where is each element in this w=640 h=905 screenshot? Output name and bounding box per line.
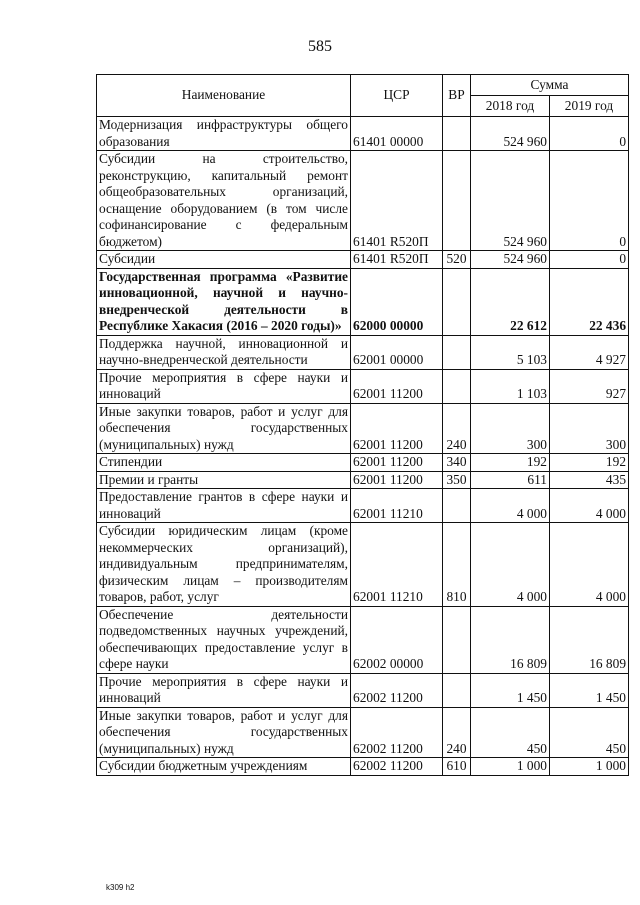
row-2018: 524 960 xyxy=(471,151,550,251)
table-row xyxy=(97,335,629,369)
row-2019: 0 xyxy=(550,251,629,269)
row-csr: 62002 11200 xyxy=(351,758,443,776)
table-row xyxy=(97,606,629,673)
row-2019: 192 xyxy=(550,454,629,472)
row-vr xyxy=(443,369,471,403)
row-csr: 62002 11200 xyxy=(351,707,443,758)
row-name: Обеспечение деятельности подведомственных научных учреждений, обеспечивающих предоставление услуг в сфере науки xyxy=(97,606,351,673)
table-row xyxy=(97,403,629,454)
row-vr: 240 xyxy=(443,707,471,758)
row-2018: 1 103 xyxy=(471,369,550,403)
row-name: Модернизация инфраструктуры общего образования xyxy=(97,117,351,151)
row-name: Иные закупки товаров, работ и услуг для обеспечения государственных (муниципальных) нужд xyxy=(97,403,351,454)
row-2018: 1 000 xyxy=(471,758,550,776)
row-name: Поддержка научной, инновационной и научно-внедренческой деятельности xyxy=(97,335,351,369)
row-name: Государственная программа «Развитие инновационной, научной и научно-внедренческой деятельности в Республике Хакасия (2016 – 2020 годы)» xyxy=(97,268,351,335)
row-name: Иные закупки товаров, работ и услуг для обеспечения государственных (муниципальных) нужд xyxy=(97,707,351,758)
table-row xyxy=(97,369,629,403)
row-csr: 62000 00000 xyxy=(351,268,443,335)
row-2019: 927 xyxy=(550,369,629,403)
row-vr: 350 xyxy=(443,471,471,489)
row-csr: 62001 00000 xyxy=(351,335,443,369)
row-vr: 340 xyxy=(443,454,471,472)
row-vr: 610 xyxy=(443,758,471,776)
row-2019: 4 000 xyxy=(550,523,629,607)
row-name: Предоставление грантов в сфере науки и инноваций xyxy=(97,489,351,523)
row-name: Субсидии бюджетным учреждениям xyxy=(97,758,351,776)
row-vr: 810 xyxy=(443,523,471,607)
row-csr: 62001 11210 xyxy=(351,489,443,523)
row-vr xyxy=(443,335,471,369)
row-2019: 22 436 xyxy=(550,268,629,335)
row-2019: 435 xyxy=(550,471,629,489)
row-2018: 524 960 xyxy=(471,251,550,269)
row-csr: 62002 00000 xyxy=(351,606,443,673)
table-row xyxy=(97,268,629,335)
row-vr: 240 xyxy=(443,403,471,454)
row-2018: 192 xyxy=(471,454,550,472)
row-vr: 520 xyxy=(443,251,471,269)
row-2018: 22 612 xyxy=(471,268,550,335)
row-csr: 62001 11200 xyxy=(351,454,443,472)
header-name: Наименование xyxy=(97,75,351,117)
row-2019: 16 809 xyxy=(550,606,629,673)
row-name: Прочие мероприятия в сфере науки и инноваций xyxy=(97,369,351,403)
table-row xyxy=(97,673,629,707)
row-2019: 450 xyxy=(550,707,629,758)
row-name: Премии и гранты xyxy=(97,471,351,489)
table-row xyxy=(97,523,629,607)
table-row xyxy=(97,489,629,523)
row-name: Субсидии xyxy=(97,251,351,269)
table-row xyxy=(97,151,629,251)
table-row xyxy=(97,758,629,776)
row-name: Стипендии xyxy=(97,454,351,472)
header-vr: ВР xyxy=(443,75,471,117)
row-csr: 62001 11200 xyxy=(351,471,443,489)
row-2018: 524 960 xyxy=(471,117,550,151)
table-row xyxy=(97,707,629,758)
row-2018: 300 xyxy=(471,403,550,454)
row-vr xyxy=(443,268,471,335)
row-2018: 5 103 xyxy=(471,335,550,369)
row-vr xyxy=(443,489,471,523)
row-vr xyxy=(443,117,471,151)
header-2018: 2018 год xyxy=(471,96,550,117)
row-csr: 61401 R520П xyxy=(351,151,443,251)
row-2019: 4 000 xyxy=(550,489,629,523)
row-csr: 62001 11210 xyxy=(351,523,443,607)
budget-table xyxy=(96,74,629,776)
table-row xyxy=(97,471,629,489)
row-2018: 450 xyxy=(471,707,550,758)
header-csr: ЦСР xyxy=(351,75,443,117)
row-2019: 0 xyxy=(550,151,629,251)
row-2019: 1 450 xyxy=(550,673,629,707)
row-vr xyxy=(443,151,471,251)
row-vr xyxy=(443,673,471,707)
table-row xyxy=(97,117,629,151)
row-name: Субсидии на строительство, реконструкцию, капитальный ремонт общеобразовательных организаций, оснащение оборудованием (в том числе софинансирование с федеральным бюджетом) xyxy=(97,151,351,251)
row-2019: 300 xyxy=(550,403,629,454)
row-2018: 611 xyxy=(471,471,550,489)
row-csr: 61401 R520П xyxy=(351,251,443,269)
row-2019: 0 xyxy=(550,117,629,151)
row-csr: 61401 00000 xyxy=(351,117,443,151)
table-body xyxy=(97,117,629,776)
row-2018: 1 450 xyxy=(471,673,550,707)
row-2019: 4 927 xyxy=(550,335,629,369)
row-2018: 4 000 xyxy=(471,523,550,607)
row-csr: 62001 11200 xyxy=(351,403,443,454)
row-2019: 1 000 xyxy=(550,758,629,776)
row-name: Прочие мероприятия в сфере науки и инноваций xyxy=(97,673,351,707)
table-row xyxy=(97,454,629,472)
header-2019: 2019 год xyxy=(550,96,629,117)
row-csr: 62002 11200 xyxy=(351,673,443,707)
row-name: Субсидии юридическим лицам (кроме некоммерческих организаций), индивидуальным предпринимателям, физическим лицам – производителям товаров, работ, услуг xyxy=(97,523,351,607)
row-2018: 4 000 xyxy=(471,489,550,523)
footer-code: k309 h2 xyxy=(106,883,135,892)
table-row xyxy=(97,251,629,269)
page-number: 585 xyxy=(308,38,332,55)
row-vr xyxy=(443,606,471,673)
row-csr: 62001 11200 xyxy=(351,369,443,403)
row-2018: 16 809 xyxy=(471,606,550,673)
header-sum: Сумма xyxy=(471,75,629,96)
